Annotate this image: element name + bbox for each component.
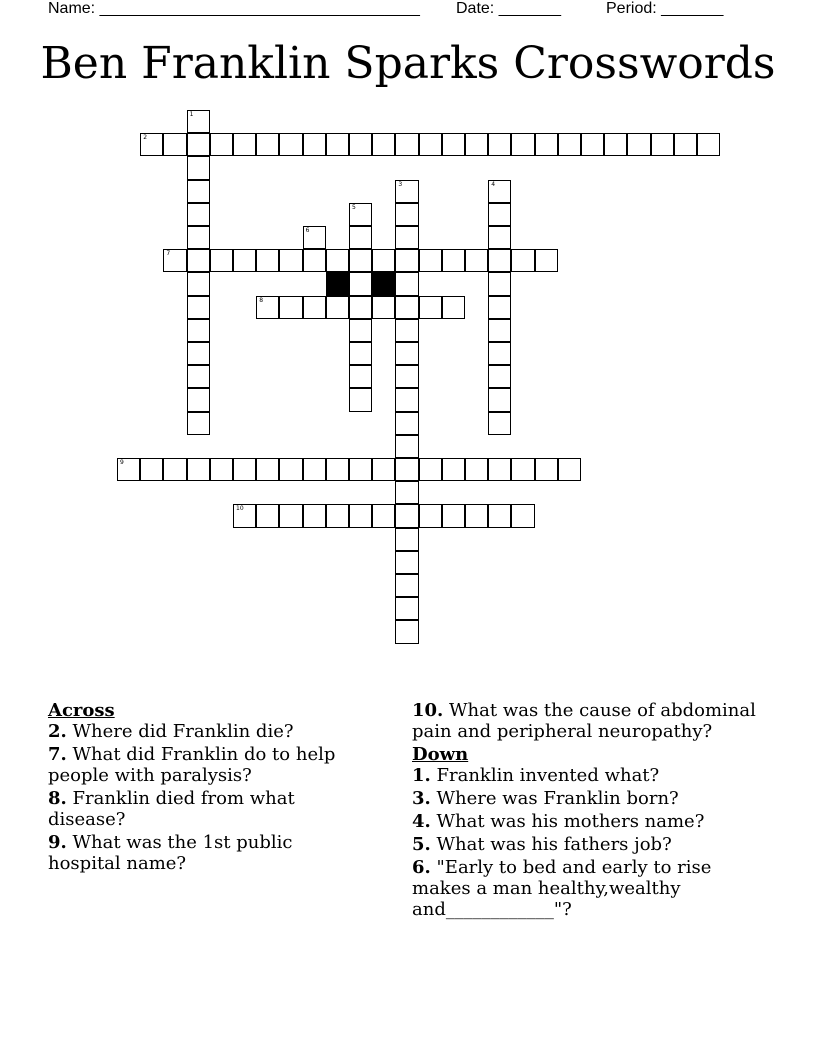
grid-cell[interactable] xyxy=(395,365,418,388)
clue-number: 5. xyxy=(412,834,431,855)
grid-cell[interactable] xyxy=(303,458,326,481)
grid-cell[interactable] xyxy=(303,504,326,527)
grid-cell[interactable] xyxy=(395,528,418,551)
grid-cell[interactable] xyxy=(488,319,511,342)
clue-text: Franklin invented what? xyxy=(430,765,660,786)
grid-cell[interactable] xyxy=(395,296,418,319)
grid-cell[interactable] xyxy=(488,272,511,295)
grid-cell[interactable] xyxy=(442,249,465,272)
grid-cell[interactable] xyxy=(326,458,349,481)
grid-cell[interactable] xyxy=(256,296,279,319)
clue-text: "Early to bed and early to rise makes a man healthy,wealthy and____________"? xyxy=(412,857,712,920)
grid-cell[interactable] xyxy=(187,365,210,388)
cell-number: 5 xyxy=(352,203,356,211)
grid-cell[interactable] xyxy=(488,249,511,272)
grid-cell[interactable] xyxy=(349,133,372,156)
clue-text: Where was Franklin born? xyxy=(430,788,679,809)
grid-cell[interactable] xyxy=(349,365,372,388)
grid-cell[interactable] xyxy=(163,249,186,272)
grid-cell[interactable] xyxy=(372,504,395,527)
grid-cell[interactable] xyxy=(465,504,488,527)
grid-cell[interactable] xyxy=(187,342,210,365)
grid-cell[interactable] xyxy=(233,133,256,156)
grid-cell[interactable] xyxy=(210,249,233,272)
grid-cell[interactable] xyxy=(465,133,488,156)
grid-cell[interactable] xyxy=(326,296,349,319)
cell-number: 2 xyxy=(143,134,148,142)
across-heading: Across xyxy=(48,700,115,721)
down-clue-list xyxy=(412,765,772,920)
cell-number: 1 xyxy=(189,111,194,118)
grid-cell[interactable] xyxy=(697,133,720,156)
grid-cell[interactable] xyxy=(349,342,372,365)
grid-cell[interactable] xyxy=(163,133,186,156)
down-clue xyxy=(412,765,772,786)
down-heading: Down xyxy=(412,744,469,765)
grid-cell[interactable] xyxy=(187,272,210,295)
grid-cell[interactable] xyxy=(326,504,349,527)
grid-cell[interactable] xyxy=(442,296,465,319)
down-clue xyxy=(412,788,772,809)
grid-cell[interactable] xyxy=(511,133,534,156)
grid-cell[interactable] xyxy=(187,458,210,481)
grid-cell[interactable] xyxy=(674,133,697,156)
grid-cell[interactable] xyxy=(395,620,418,643)
name-field-label: Name: ____________________________________ xyxy=(48,0,420,17)
grid-cell[interactable] xyxy=(140,133,163,156)
clues-left-column xyxy=(48,700,368,876)
cell-number: 4 xyxy=(491,180,496,188)
grid-cell[interactable] xyxy=(233,249,256,272)
grid-cell[interactable] xyxy=(187,133,210,156)
grid-cell[interactable] xyxy=(442,458,465,481)
grid-cell[interactable] xyxy=(395,342,418,365)
grid-cell[interactable] xyxy=(303,133,326,156)
cell-number: 6 xyxy=(305,227,310,234)
grid-cell[interactable] xyxy=(256,504,279,527)
clue-number: 4. xyxy=(412,811,431,832)
grid-cell[interactable] xyxy=(372,133,395,156)
grid-cell[interactable] xyxy=(349,203,372,226)
grid-cell[interactable] xyxy=(488,180,511,203)
grid-cell[interactable] xyxy=(511,504,534,527)
grid-cell[interactable] xyxy=(256,458,279,481)
grid-cell[interactable] xyxy=(349,249,372,272)
grid-cell[interactable] xyxy=(488,365,511,388)
grid-cell[interactable] xyxy=(395,180,418,203)
grid-cell[interactable] xyxy=(419,296,442,319)
cell-number: 3 xyxy=(398,180,403,188)
grid-cell[interactable] xyxy=(210,458,233,481)
grid-cell[interactable] xyxy=(395,249,418,272)
cell-number: 8 xyxy=(259,296,264,304)
grid-cell[interactable] xyxy=(442,133,465,156)
clue-number: 1. xyxy=(412,765,431,786)
grid-cell[interactable] xyxy=(256,133,279,156)
grid-cell[interactable] xyxy=(395,272,418,295)
grid-cell[interactable] xyxy=(395,504,418,527)
clue-number: 6. xyxy=(412,857,431,878)
grid-cell[interactable] xyxy=(187,412,210,435)
page-title: Ben Franklin Sparks Crosswords xyxy=(40,38,776,89)
clue-text: What did Franklin do to help people with paralysis? xyxy=(48,744,336,786)
grid-cell[interactable] xyxy=(419,504,442,527)
grid-cell[interactable] xyxy=(488,133,511,156)
grid-cell[interactable] xyxy=(511,249,534,272)
grid-cell[interactable] xyxy=(395,319,418,342)
clue-text: What was the 1st public hospital name? xyxy=(48,832,293,874)
grid-cell[interactable] xyxy=(349,319,372,342)
grid-cell[interactable] xyxy=(535,133,558,156)
grid-cell[interactable] xyxy=(349,272,372,295)
grid-cell[interactable] xyxy=(395,412,418,435)
grid-cell[interactable] xyxy=(651,133,674,156)
grid-cell[interactable] xyxy=(163,458,186,481)
grid-cell[interactable] xyxy=(395,458,418,481)
grid-cell[interactable] xyxy=(395,226,418,249)
grid-cell[interactable] xyxy=(187,388,210,411)
clue-text: What was the cause of abdominal pain and peripheral neuropathy? xyxy=(412,700,756,742)
grid-cell[interactable] xyxy=(488,412,511,435)
grid-cell[interactable] xyxy=(349,458,372,481)
grid-cell[interactable] xyxy=(488,296,511,319)
grid-cell[interactable] xyxy=(395,203,418,226)
black-cell xyxy=(372,272,395,295)
grid-cell[interactable] xyxy=(372,249,395,272)
grid-cell[interactable] xyxy=(279,458,302,481)
grid-cell[interactable] xyxy=(395,597,418,620)
across-clue-list xyxy=(48,721,368,874)
grid-cell[interactable] xyxy=(140,458,163,481)
grid-cell[interactable] xyxy=(349,296,372,319)
across-clue xyxy=(48,744,368,786)
grid-cell[interactable] xyxy=(303,296,326,319)
grid-cell[interactable] xyxy=(187,226,210,249)
grid-cell[interactable] xyxy=(488,203,511,226)
grid-cell[interactable] xyxy=(488,388,511,411)
grid-cell[interactable] xyxy=(349,504,372,527)
grid-cell[interactable] xyxy=(395,574,418,597)
grid-cell[interactable] xyxy=(303,249,326,272)
grid-cell[interactable] xyxy=(395,133,418,156)
grid-cell[interactable] xyxy=(279,296,302,319)
grid-cell[interactable] xyxy=(117,458,140,481)
grid-cell[interactable] xyxy=(535,458,558,481)
grid-cell[interactable] xyxy=(395,551,418,574)
grid-cell[interactable] xyxy=(395,435,418,458)
grid-cell[interactable] xyxy=(303,226,326,249)
grid-cell[interactable] xyxy=(558,133,581,156)
grid-cell[interactable] xyxy=(372,458,395,481)
cell-number: 7 xyxy=(166,250,171,258)
clue-number: 9. xyxy=(48,832,67,853)
clue-number: 7. xyxy=(48,744,67,765)
down-clue xyxy=(412,811,772,832)
grid-cell[interactable] xyxy=(187,296,210,319)
grid-cell[interactable] xyxy=(465,458,488,481)
period-field-label: Period: _______ xyxy=(606,0,724,17)
grid-cell[interactable] xyxy=(604,133,627,156)
grid-cell[interactable] xyxy=(627,133,650,156)
grid-cell[interactable] xyxy=(465,249,488,272)
grid-cell[interactable] xyxy=(187,156,210,179)
date-field-label: Date: _______ xyxy=(456,0,561,17)
grid-cell[interactable] xyxy=(349,226,372,249)
grid-cell[interactable] xyxy=(233,458,256,481)
down-clue xyxy=(412,857,772,920)
clue-number: 3. xyxy=(412,788,431,809)
clue-number: 10. xyxy=(412,700,444,721)
clues-right-column xyxy=(412,700,772,922)
cell-number: 9 xyxy=(120,459,124,466)
across-clue xyxy=(48,788,368,830)
grid-cell[interactable] xyxy=(488,226,511,249)
grid-cell[interactable] xyxy=(256,249,279,272)
across-clue xyxy=(412,700,772,742)
grid-cell[interactable] xyxy=(326,249,349,272)
clue-text: Where did Franklin die? xyxy=(66,721,294,742)
grid-cell[interactable] xyxy=(488,342,511,365)
grid-cell[interactable] xyxy=(187,110,210,133)
grid-cell[interactable] xyxy=(372,296,395,319)
across-clue xyxy=(48,721,368,742)
clue-number: 8. xyxy=(48,788,67,809)
across-clue-list-continued xyxy=(412,700,772,742)
grid-cell[interactable] xyxy=(233,504,256,527)
grid-cell[interactable] xyxy=(187,203,210,226)
grid-cell[interactable] xyxy=(419,133,442,156)
grid-cell[interactable] xyxy=(395,481,418,504)
grid-cell[interactable] xyxy=(395,388,418,411)
grid-cell[interactable] xyxy=(279,133,302,156)
grid-cell[interactable] xyxy=(511,458,534,481)
down-clue xyxy=(412,834,772,855)
grid-cell[interactable] xyxy=(419,458,442,481)
clue-text: What was his fathers job? xyxy=(430,834,672,855)
grid-cell[interactable] xyxy=(187,249,210,272)
grid-cell[interactable] xyxy=(488,458,511,481)
black-cell xyxy=(326,272,349,295)
grid-cell[interactable] xyxy=(187,180,210,203)
grid-cell[interactable] xyxy=(581,133,604,156)
grid-cell[interactable] xyxy=(326,133,349,156)
grid-cell[interactable] xyxy=(442,504,465,527)
grid-cell[interactable] xyxy=(349,388,372,411)
grid-cell[interactable] xyxy=(488,504,511,527)
grid-cell[interactable] xyxy=(279,249,302,272)
grid-cell[interactable] xyxy=(279,504,302,527)
clue-number: 2. xyxy=(48,721,67,742)
grid-cell[interactable] xyxy=(419,249,442,272)
clue-text: Franklin died from what disease? xyxy=(48,788,295,830)
cell-number: 10 xyxy=(236,505,244,513)
clue-text: What was his mothers name? xyxy=(430,811,705,832)
grid-cell[interactable] xyxy=(535,249,558,272)
grid-cell[interactable] xyxy=(187,319,210,342)
grid-cell[interactable] xyxy=(558,458,581,481)
grid-cell[interactable] xyxy=(210,133,233,156)
across-clue xyxy=(48,832,368,874)
